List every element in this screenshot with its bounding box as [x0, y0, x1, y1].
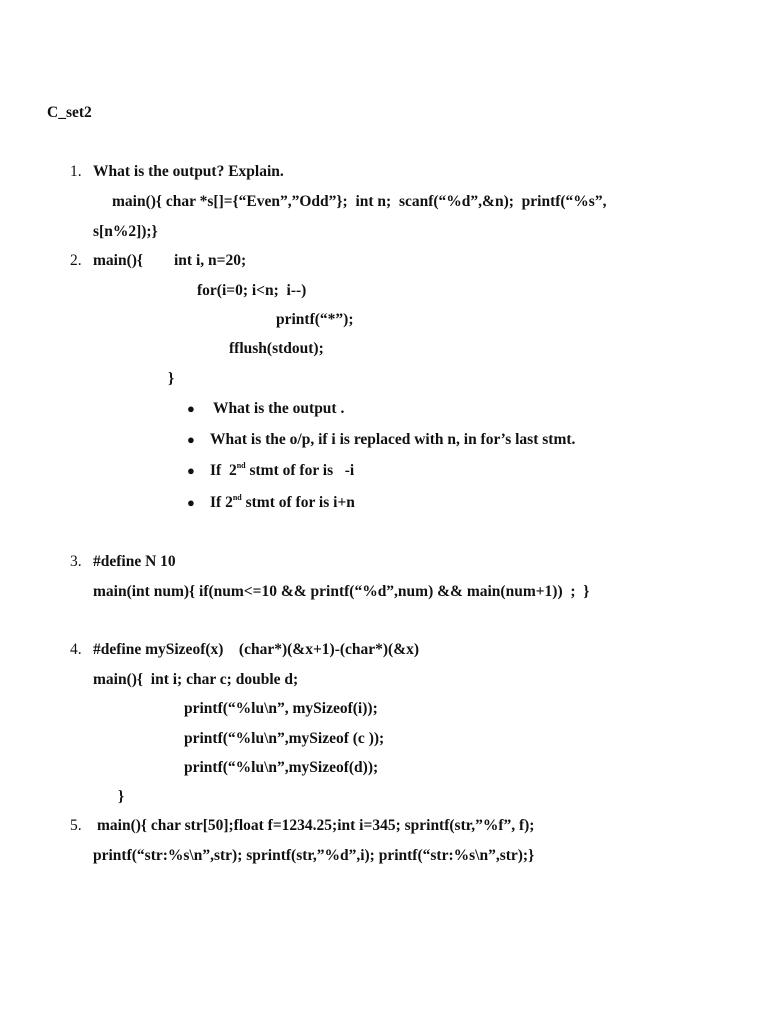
question-3-number: 3. — [70, 553, 82, 570]
question-2-bullet-2: What is the o/p, if i is replaced with n, in for’s last stmt. — [210, 431, 576, 448]
question-1-code-line-2: s[n%2]);} — [93, 223, 158, 240]
question-4-code-line-2: main(){ int i; char c; double d; — [93, 671, 299, 688]
question-1-prompt: What is the output? Explain. — [93, 163, 284, 180]
question-3-code-line-2: main(int num){ if(num<=10 && printf(“%d”,num) && main(num+1)) ; } — [93, 583, 590, 600]
question-4-code-line-3: printf(“%lu\n”, mySizeof(i)); — [184, 700, 378, 717]
question-4-code-line-5: printf(“%lu\n”,mySizeof(d)); — [184, 759, 379, 776]
question-3-code-line-1: #define N 10 — [93, 553, 176, 570]
question-4-number: 4. — [70, 641, 82, 658]
question-2-bullet-3: If 2nd stmt of for is -i — [210, 461, 355, 479]
bullet-icon: ● — [187, 495, 195, 510]
question-2-code-decl: int i, n=20; — [174, 252, 247, 269]
question-2-number: 2. — [70, 252, 82, 269]
bullet-icon: ● — [187, 401, 195, 416]
question-5-number: 5. — [70, 817, 82, 834]
question-1-number: 1. — [70, 163, 82, 180]
question-4-code-line-4: printf(“%lu\n”,mySizeof (c )); — [184, 730, 385, 747]
question-5-code-line-1: main(){ char str[50];float f=1234.25;int i=345; sprintf(str,”%f”, f); — [97, 817, 535, 834]
question-2-code-for: for(i=0; i<n; i--) — [197, 282, 307, 299]
question-5-code-line-2: printf(“str:%s\n”,str); sprintf(str,”%d”,i); printf(“str:%s\n”,str);} — [93, 847, 535, 864]
question-2-bullet-4: If 2nd stmt of for is i+n — [210, 493, 355, 511]
question-1-code-line-1: main(){ char *s[]={“Even”,”Odd”}; int n; scanf(“%d”,&n); printf(“%s”, — [112, 193, 607, 210]
question-4-code-line-1: #define mySizeof(x) (char*)(&x+1)-(char*)(&x) — [93, 641, 420, 658]
question-2-bullet-1: What is the output . — [213, 400, 345, 417]
question-4-code-close-brace: } — [118, 788, 125, 805]
question-2-code-printf: printf(“*”); — [276, 311, 354, 328]
question-2-code-close-brace: } — [168, 370, 175, 387]
question-2-code-fflush: fflush(stdout); — [229, 340, 324, 357]
bullet-icon: ● — [187, 432, 195, 447]
question-2-code-main: main(){ — [93, 252, 144, 269]
bullet-icon: ● — [187, 463, 195, 478]
document-title: C_set2 — [47, 104, 92, 121]
